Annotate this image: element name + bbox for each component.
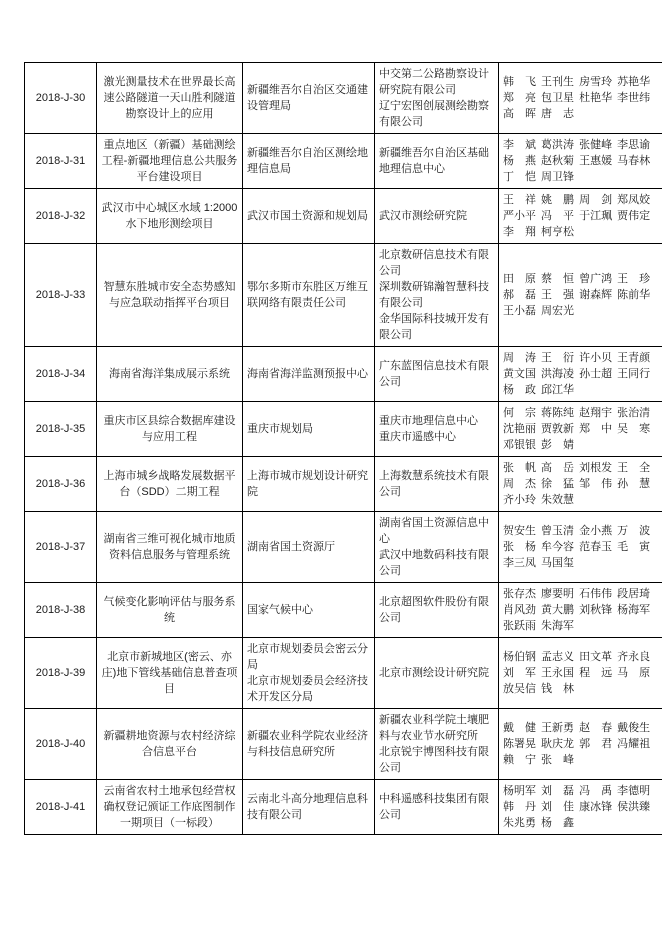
names-line: 沈艳丽 贾敦新 郑 中 吴 寒: [503, 423, 651, 435]
names-line: 齐小玲 朱效慧: [503, 494, 575, 506]
names-line: 王小磊 周宏光: [503, 305, 575, 317]
org-line: 中交第二公路勘察设计研究院有限公司: [379, 68, 489, 96]
org-line: 新疆农业科学院农业经济与科技信息研究所: [247, 730, 368, 758]
lead-org-cell: [243, 512, 375, 583]
awardees-cell: [499, 63, 662, 134]
names-line: 郑 亮 包卫星 杜艳华 李世纬: [503, 92, 651, 104]
project-name-cell: 重点地区（新疆）基础测绘工程-新疆地理信息公共服务平台建设项目: [97, 134, 243, 189]
project-id-cell: 2018-J-40: [25, 709, 97, 780]
names-line: 严小平 冯 平 于江珮 贾伟定: [503, 210, 651, 222]
names-line: 高 晖 唐 志: [503, 108, 575, 120]
org-line: 金华国际科技城开发有限公司: [379, 313, 489, 341]
names-line: 丁 恺 周卫锋: [503, 171, 575, 183]
names-line: 韩 丹 刘 佳 康冰锋 侯洪臻: [503, 801, 651, 813]
partner-orgs-cell: [375, 583, 499, 638]
project-id-cell: 2018-J-38: [25, 583, 97, 638]
partner-orgs-cell: [375, 709, 499, 780]
table-row: [25, 63, 662, 134]
org-line: 新疆维吾尔自治区基础地理信息中心: [379, 147, 489, 175]
lead-org-cell: [243, 457, 375, 512]
partner-orgs-cell: [375, 402, 499, 457]
lead-org-cell: [243, 709, 375, 780]
org-line: 新疆维吾尔自治区交通建设管理局: [247, 84, 368, 112]
table-row: [25, 134, 662, 189]
awardees-cell: [499, 512, 662, 583]
project-name-cell: 北京市新城地区(密云、亦庄)地下管线基础信息普查项目: [97, 638, 243, 709]
project-id-cell: 2018-J-33: [25, 244, 97, 347]
names-line: 韩 飞 王刊生 房雪玲 苏艳华: [503, 76, 651, 88]
names-line: 贺安生 曾玉清 金小燕 万 波: [503, 525, 651, 537]
org-line: 云南北斗高分地理信息科技有限公司: [247, 793, 368, 821]
org-line: 北京市测绘设计研究院: [379, 667, 489, 679]
table-row: [25, 512, 662, 583]
project-id-cell: 2018-J-32: [25, 189, 97, 244]
project-name-cell: 上海市城乡战略发展数据平台（SDD）二期工程: [97, 457, 243, 512]
org-line: 重庆市遥感中心: [379, 431, 456, 443]
org-line: 北京锐宇博图科技有限公司: [379, 746, 489, 774]
org-line: 上海市城市规划设计研究院: [247, 470, 368, 498]
table-row: [25, 457, 662, 512]
org-line: 北京超图软件股份有限公司: [379, 596, 489, 624]
names-line: 刘 军 王永国 程 远 马 原: [503, 667, 651, 679]
names-line: 李 翔 柯亨松: [503, 226, 575, 238]
org-line: 海南省海洋监测预报中心: [247, 368, 368, 380]
org-line: 辽宁宏图创展测绘勘察有限公司: [379, 100, 489, 128]
names-line: 放吴信 钱 林: [503, 683, 575, 695]
org-line: 武汉市国土资源和规划局: [247, 210, 368, 222]
project-name-cell: 海南省海洋集成展示系统: [97, 347, 243, 402]
table-row: [25, 709, 662, 780]
partner-orgs-cell: [375, 134, 499, 189]
project-id-cell: 2018-J-41: [25, 780, 97, 835]
org-line: 新疆农业科学院土壤肥料与农业节水研究所: [379, 714, 489, 742]
org-line: 武汉市测绘研究院: [379, 210, 467, 222]
lead-org-cell: [243, 244, 375, 347]
org-line: 北京市规划委员会经济技术开发区分局: [247, 675, 368, 703]
partner-orgs-cell: [375, 244, 499, 347]
names-line: 张跃雨 朱海军: [503, 620, 575, 632]
table-row: [25, 402, 662, 457]
lead-org-cell: [243, 63, 375, 134]
names-line: 何 宗 蒋陈纯 赵翔宇 张治清: [503, 407, 651, 419]
org-line: 广东蓝图信息技术有限公司: [379, 360, 489, 388]
awardees-cell: [499, 189, 662, 244]
project-id-cell: 2018-J-37: [25, 512, 97, 583]
names-line: 周 杰 徐 猛 邹 伟 孙 慧: [503, 478, 651, 490]
org-line: 湖南省国土资源信息中心: [379, 517, 489, 545]
names-line: 朱兆勇 杨 鑫: [503, 817, 575, 829]
project-name-cell: 云南省农村土地承包经营权确权登记颁证工作底图制作一期项目（一标段）: [97, 780, 243, 835]
partner-orgs-cell: [375, 780, 499, 835]
org-line: 重庆市地理信息中心: [379, 415, 478, 427]
awardees-cell: [499, 709, 662, 780]
names-line: 李三凤 马国玺: [503, 557, 575, 569]
org-line: 重庆市规划局: [247, 423, 313, 435]
names-line: 肖风劲 黄大鹏 刘秋锋 杨海军: [503, 604, 651, 616]
org-line: 北京数研信息技术有限公司: [379, 249, 489, 277]
table-row: [25, 189, 662, 244]
names-line: 张存杰 廖要明 石伟伟 段居琦: [503, 588, 651, 600]
awardees-cell: [499, 402, 662, 457]
org-line: 武汉中地数码科技有限公司: [379, 549, 489, 577]
names-line: 杨 政 邱江华: [503, 384, 575, 396]
org-line: 上海数慧系统技术有限公司: [379, 470, 489, 498]
partner-orgs-cell: [375, 63, 499, 134]
partner-orgs-cell: [375, 189, 499, 244]
partner-orgs-cell: [375, 512, 499, 583]
names-line: 郝 磊 王 强 谢森辉 陈前华: [503, 289, 651, 301]
names-line: 邓银银 彭 婧: [503, 439, 575, 451]
lead-org-cell: [243, 402, 375, 457]
project-id-cell: 2018-J-36: [25, 457, 97, 512]
org-line: 中科遥感科技集团有限公司: [379, 793, 489, 821]
partner-orgs-cell: [375, 457, 499, 512]
names-line: 田 原 蔡 恒 曾广鸿 王 珍: [503, 273, 651, 285]
lead-org-cell: [243, 583, 375, 638]
table-row: [25, 583, 662, 638]
names-line: 杨明军 刘 磊 冯 禹 李德明: [503, 785, 651, 797]
awardees-cell: [499, 638, 662, 709]
project-id-cell: 2018-J-31: [25, 134, 97, 189]
awardees-cell: [499, 347, 662, 402]
org-line: 鄂尔多斯市东胜区万维互联网络有限责任公司: [247, 281, 368, 309]
lead-org-cell: [243, 134, 375, 189]
table-row: [25, 347, 662, 402]
awardees-cell: [499, 457, 662, 512]
project-name-cell: 激光测量技术在世界最长高速公路隧道一天山胜利隧道勘察设计上的应用: [97, 63, 243, 134]
org-line: 国家气候中心: [247, 604, 313, 616]
names-line: 李 斌 葛洪涛 张健峰 李思谕: [503, 139, 651, 151]
lead-org-cell: [243, 638, 375, 709]
project-name-cell: 新疆耕地资源与农村经济综合信息平台: [97, 709, 243, 780]
names-line: 陈署晃 耿庆龙 郭 君 冯耀祖: [503, 738, 651, 750]
table-row: [25, 780, 662, 835]
project-id-cell: 2018-J-35: [25, 402, 97, 457]
project-name-cell: 气候变化影响评估与服务系统: [97, 583, 243, 638]
org-line: 新疆维吾尔自治区测绘地理信息局: [247, 147, 368, 175]
awardees-cell: [499, 134, 662, 189]
names-line: 杨伯钢 孟志义 田文革 齐永良: [503, 651, 651, 663]
project-name-cell: 武汉市中心城区水域 1:2000 水下地形测绘项目: [97, 189, 243, 244]
names-line: 张 帆 高 岳 刘根发 王 全: [503, 462, 651, 474]
project-id-cell: 2018-J-39: [25, 638, 97, 709]
lead-org-cell: [243, 780, 375, 835]
org-line: 北京市规划委员会密云分局: [247, 643, 368, 671]
awardees-cell: [499, 780, 662, 835]
table-row: [25, 638, 662, 709]
names-line: 戴 健 王新勇 赵 春 戴俊生: [503, 722, 651, 734]
table-row: [25, 244, 662, 347]
names-line: 黄文国 洪海凌 孙士超 王同行: [503, 368, 651, 380]
project-id-cell: 2018-J-34: [25, 347, 97, 402]
project-id-cell: 2018-J-30: [25, 63, 97, 134]
org-line: 深圳数研锦瀚智慧科技有限公司: [379, 281, 489, 309]
lead-org-cell: [243, 347, 375, 402]
names-line: 王 祥 姚 鹏 周 剑 郑凤姣: [503, 194, 651, 206]
names-line: 赖 宁 张 峰: [503, 754, 575, 766]
project-name-cell: 重庆市区县综合数据库建设与应用工程: [97, 402, 243, 457]
org-line: 湖南省国土资源厅: [247, 541, 335, 553]
project-name-cell: 智慧东胜城市安全态势感知与应急联动指挥平台项目: [97, 244, 243, 347]
names-line: 周 涛 王 衍 许小贝 王青颜: [503, 352, 651, 364]
names-line: 张 杨 牟今容 范春玉 毛 寅: [503, 541, 651, 553]
project-name-cell: 湖南省三维可视化城市地质资料信息服务与管理系统: [97, 512, 243, 583]
lead-org-cell: [243, 189, 375, 244]
award-table: [24, 62, 662, 835]
names-line: 杨 燕 赵秋菊 王惠媛 马春林: [503, 155, 651, 167]
partner-orgs-cell: [375, 347, 499, 402]
awardees-cell: [499, 244, 662, 347]
awardees-cell: [499, 583, 662, 638]
partner-orgs-cell: [375, 638, 499, 709]
